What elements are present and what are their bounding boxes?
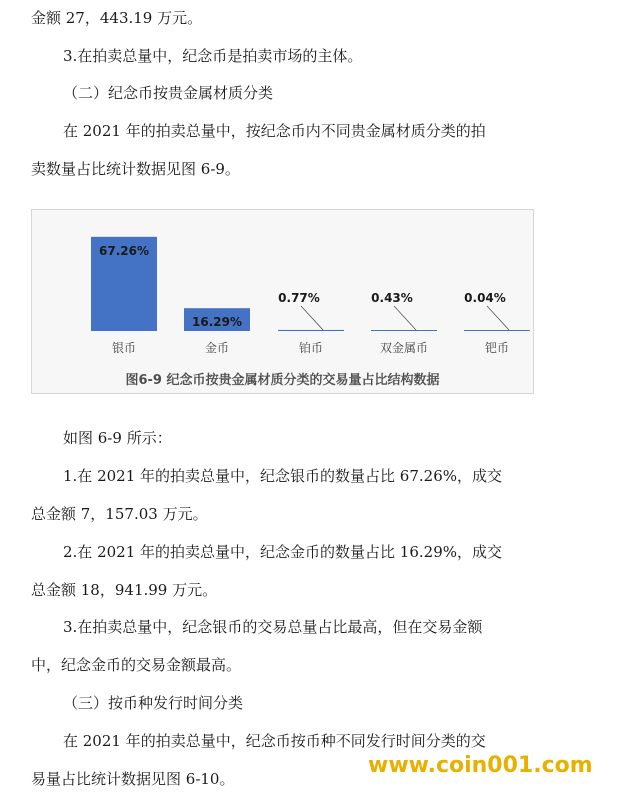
leader-line [301, 306, 323, 330]
figure-6-9 [31, 209, 534, 394]
data-label: 0.43% [371, 291, 413, 305]
data-label: 67.26% [99, 243, 149, 258]
paragraph-line: 中，纪念金币的交易金额最高。 [31, 656, 242, 674]
data-label: 16.29% [192, 315, 242, 330]
paragraph-line: 总金额 18，941.99 万元。 [31, 581, 218, 599]
leader-line [394, 306, 416, 330]
paragraph-line: 总金额 7，157.03 万元。 [31, 505, 208, 523]
paragraph-line: 在 2021 年的拍卖总量中，纪念币按币种不同发行时间分类的交 [63, 732, 486, 750]
chart-title: 图6-9 纪念币按贵金属材质分类的交易量占比结构数据 [125, 373, 440, 388]
watermark: www.coin001.com [368, 753, 593, 778]
data-label: 0.04% [464, 291, 506, 305]
data-label: 0.77% [278, 291, 320, 305]
paragraph-line: 如图 6-9 所示： [63, 429, 172, 447]
paragraph-line: 金额 27，443.19 万元。 [31, 9, 203, 27]
paragraph-line: 1.在 2021 年的拍卖总量中，纪念银币的数量占比 67.26%，成交 [63, 467, 502, 485]
bar-chart [32, 210, 533, 393]
paragraph-line: 3.在拍卖总量中，纪念银币的交易总量占比最高，但在交易金额 [63, 618, 483, 636]
paragraph-line: （三）按币种发行时间分类 [63, 694, 244, 712]
paragraph-line: 易量占比统计数据见图 6-10。 [31, 770, 235, 788]
paragraph-line: （二）纪念币按贵金属材质分类 [63, 84, 274, 102]
category-label: 银币 [111, 341, 137, 355]
bar [278, 330, 344, 331]
leader-line [487, 306, 509, 330]
category-label: 金币 [204, 341, 230, 355]
paragraph-line: 3.在拍卖总量中，纪念币是拍卖市场的主体。 [63, 47, 363, 65]
category-label: 铂币 [298, 341, 324, 355]
paragraph-line: 卖数量占比统计数据见图 6-9。 [31, 160, 240, 178]
bar [371, 330, 437, 331]
category-label: 钯币 [484, 341, 510, 355]
paragraph-line: 2.在 2021 年的拍卖总量中，纪念金币的数量占比 16.29%，成交 [63, 543, 502, 561]
category-label: 双金属币 [379, 341, 429, 355]
paragraph-line: 在 2021 年的拍卖总量中，按纪念币内不同贵金属材质分类的拍 [63, 122, 486, 140]
bar [464, 330, 530, 331]
